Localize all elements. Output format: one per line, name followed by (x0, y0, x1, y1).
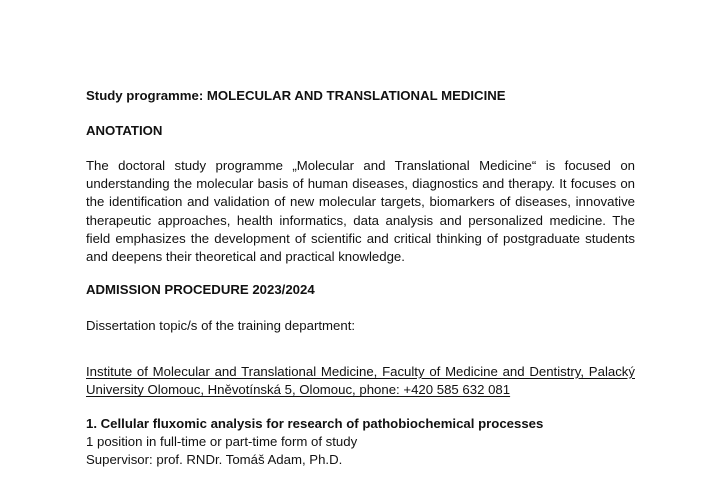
programme-heading: Study programme: MOLECULAR AND TRANSLATIONAL MEDICINE (86, 88, 506, 103)
topic-positions: 1 position in full-time or part-time form of study (86, 434, 358, 449)
dissertation-intro: Dissertation topic/s of the training department: (86, 318, 356, 333)
document-page (86, 0, 635, 480)
topic-title: 1. Cellular fluxomic analysis for research of pathobiochemical processes (86, 416, 544, 431)
admission-heading: ADMISSION PROCEDURE 2023/2024 (86, 282, 315, 297)
topic-supervisor: Supervisor: prof. RNDr. Tomáš Adam, Ph.D. (86, 452, 343, 467)
department-address: Institute of Molecular and Translational Medicine, Faculty of Medicine and Dentistry, Palacký University Olomouc, Hněvotínská 5, Olomouc, phone: +420 585 632 081 (86, 364, 635, 398)
annotation-paragraph: The doctoral study programme „Molecular and Translational Medicine“ is focused on understanding the molecular basis of human diseases, diagnostics and therapy. It focuses on the identification and validation of new molecular targets, biomarkers of diseases, innovative therapeutic approaches, health informatics, data analysis and personalized medicine. The field emphasizes the development of scientific and critical thinking of postgraduate students and deepens their theoretical and practical knowledge. (86, 158, 635, 265)
annotation-heading: ANOTATION (86, 123, 163, 138)
